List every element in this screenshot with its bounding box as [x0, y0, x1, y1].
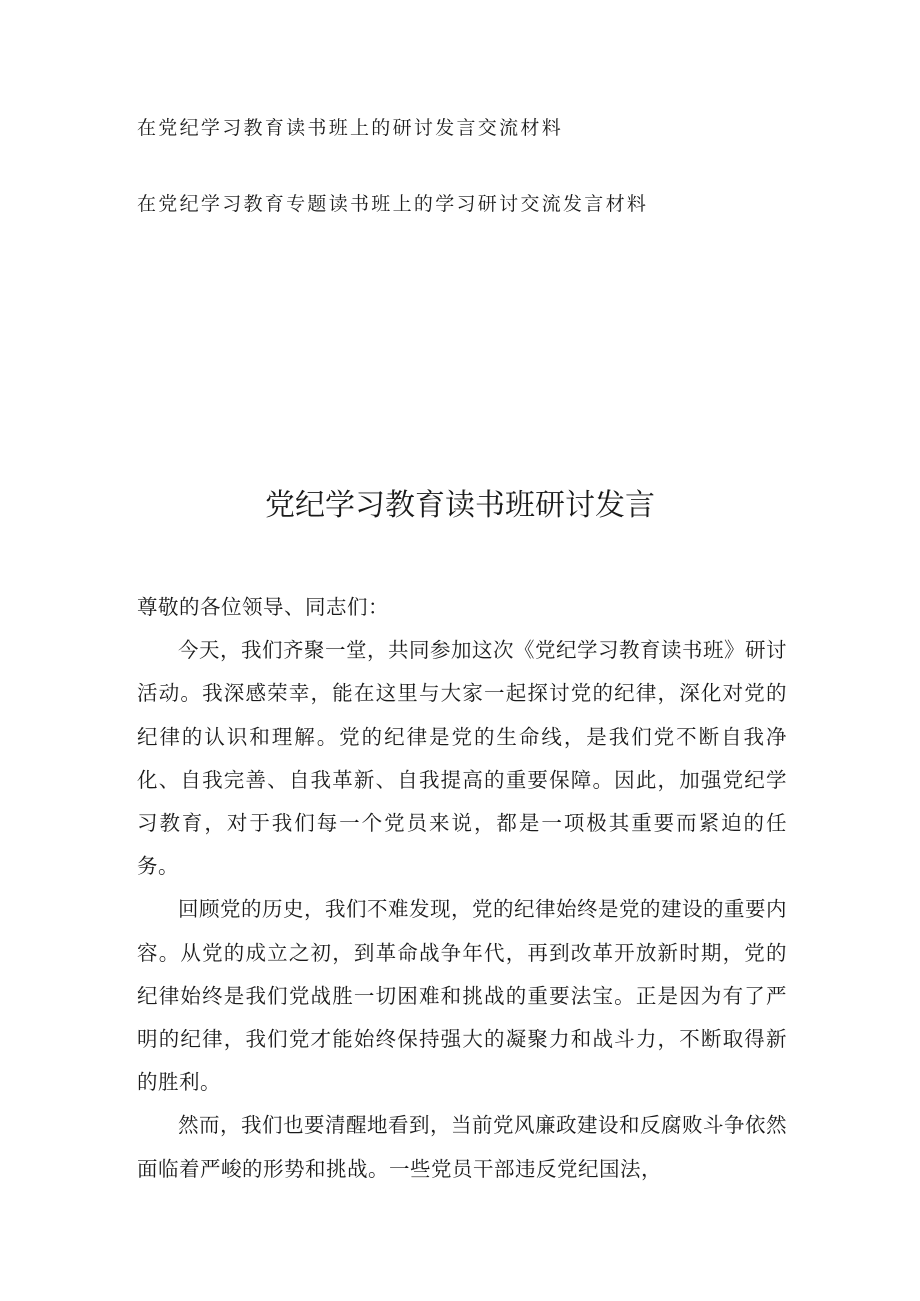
- document-body: [137, 586, 787, 1191]
- document-title: 党纪学习教育读书班研讨发言: [265, 488, 655, 523]
- salutation: 尊敬的各位领导、同志们：: [137, 595, 389, 619]
- toc-line-1: 在党纪学习教育读书班上的研讨发言交流材料: [137, 117, 564, 139]
- toc-line-2: 在党纪学习教育专题读书班上的学习研讨交流发言材料: [137, 193, 649, 215]
- paragraph-1: 今天，我们齐聚一堂，共同参加这次《党纪学习教育读书班》研讨活动。我深感荣幸，能在这里与大家一起探讨党的纪律，深化对党的纪律的认识和理解。党的纪律是党的生命线，是我们党不断自我净化、自我完善、自我革新、自我提高的重要保障。因此，加强党纪学习教育，对于我们每一个党员来说，都是一项极其重要而紧迫的任务。: [137, 638, 787, 879]
- paragraph-2: 回顾党的历史，我们不难发现，党的纪律始终是党的建设的重要内容。从党的成立之初，到革命战争年代，再到改革开放新时期，党的纪律始终是我们党战胜一切困难和挑战的重要法宝。正是因为有了严明的纪律，我们党才能始终保持强大的凝聚力和战斗力，不断取得新的胜利。: [137, 897, 787, 1095]
- paragraph-3: 然而，我们也要清醒地看到，当前党风廉政建设和反腐败斗争依然面临着严峻的形势和挑战。一些党员干部违反党纪国法，: [137, 1113, 787, 1181]
